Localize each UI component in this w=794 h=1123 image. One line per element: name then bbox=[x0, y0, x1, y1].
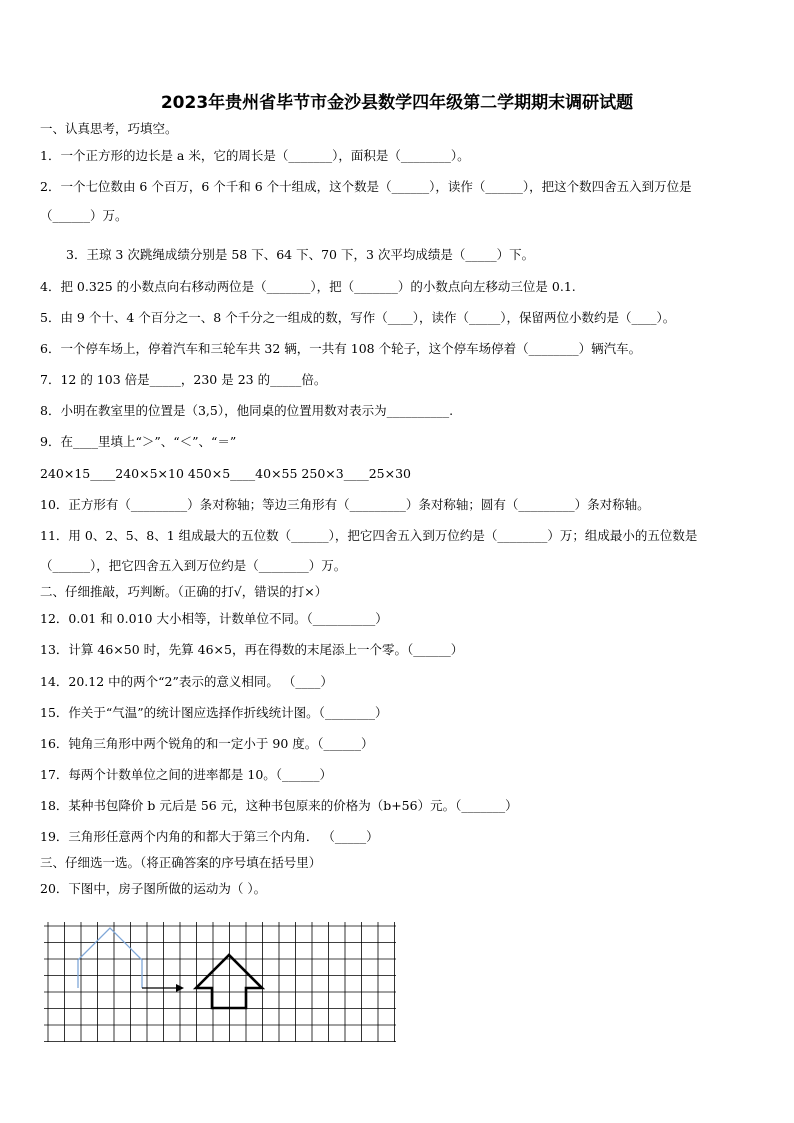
section-3-heading: 三、仔细选一选。（将正确答案的序号填在括号里） bbox=[40, 855, 322, 870]
question-18: 18．某种书包降价 b 元后是 56 元，这种书包原来的价格为（b+56）元。（_______） bbox=[40, 798, 518, 813]
question-17: 17．每两个计数单位之间的进率都是 10。（______） bbox=[40, 767, 333, 782]
question-14: 14．20.12 中的两个“2”表示的意义相同。 （____） bbox=[40, 674, 333, 689]
question-3: 3．王琼 3 次跳绳成绩分别是 58 下、64 下、70 下，3 次平均成绩是（_____）下。 bbox=[66, 247, 535, 262]
question-20: 20．下图中，房子图所做的运动为（ ）。 bbox=[40, 881, 267, 896]
question-4: 4．把 0.325 的小数点向右移动两位是（_______），把（_______）的小数点向左移动三位是 0.1. bbox=[40, 279, 576, 294]
section-1-heading: 一、认真思考，巧填空。 bbox=[40, 121, 178, 136]
question-16: 16．钝角三角形中两个锐角的和一定小于 90 度。（______） bbox=[40, 736, 374, 751]
question-10: 10．正方形有（_________）条对称轴；等边三角形有（_________）条对称轴；圆有（_________）条对称轴。 bbox=[40, 497, 650, 512]
question-5: 5．由 9 个十、4 个百分之一、8 个千分之一组成的数，写作（____），读作（_____），保留两位小数约是（____）。 bbox=[40, 310, 676, 325]
question-2-continued: （______）万。 bbox=[40, 208, 128, 223]
section-2-heading: 二、仔细推敲，巧判断。（正确的打√，错误的打×） bbox=[40, 584, 328, 599]
moved-house-shape bbox=[196, 955, 262, 1008]
grid-figure-svg bbox=[44, 922, 396, 1042]
question-11: 11．用 0、2、5、8、1 组成最大的五位数（______），把它四舍五入到万位约是（________）万；组成最小的五位数是 bbox=[40, 528, 698, 543]
grid-lines bbox=[44, 922, 396, 1042]
question-9: 9．在____里填上“＞”、“＜”、“＝” bbox=[40, 434, 237, 449]
question-15: 15．作关于“气温”的统计图应选择作折线统计图。（________） bbox=[40, 705, 388, 720]
house-translation-figure bbox=[44, 922, 396, 1042]
original-house-shape bbox=[78, 928, 142, 988]
question-19: 19．三角形任意两个内角的和都大于第三个内角． （_____） bbox=[40, 829, 379, 844]
question-9-comparisons: 240×15____240×5×10 450×5____40×55 250×3____25×30 bbox=[40, 466, 411, 481]
question-1: 1．一个正方形的边长是 a 米，它的周长是（_______），面积是（________）。 bbox=[40, 148, 470, 163]
question-12: 12．0.01 和 0.010 大小相等，计数单位不同。（__________） bbox=[40, 611, 388, 626]
question-2: 2．一个七位数由 6 个百万，6 个千和 6 个十组成，这个数是（______），读作（______），把这个数四舍五入到万位是 bbox=[40, 179, 692, 194]
question-7: 7．12 的 103 倍是_____，230 是 23 的_____倍。 bbox=[40, 372, 327, 387]
question-13: 13．计算 46×50 时，先算 46×5，再在得数的末尾添上一个零。（______） bbox=[40, 642, 464, 657]
question-11-continued: （______），把它四舍五入到万位约是（________）万。 bbox=[40, 558, 347, 573]
question-6: 6．一个停车场上，停着汽车和三轮车共 32 辆，一共有 108 个轮子，这个停车场停着（________）辆汽车。 bbox=[40, 341, 642, 356]
question-8: 8．小明在教室里的位置是（3,5），他同桌的位置用数对表示为__________. bbox=[40, 403, 454, 418]
page-title: 2023年贵州省毕节市金沙县数学四年级第二学期期末调研试题 bbox=[160, 93, 634, 113]
